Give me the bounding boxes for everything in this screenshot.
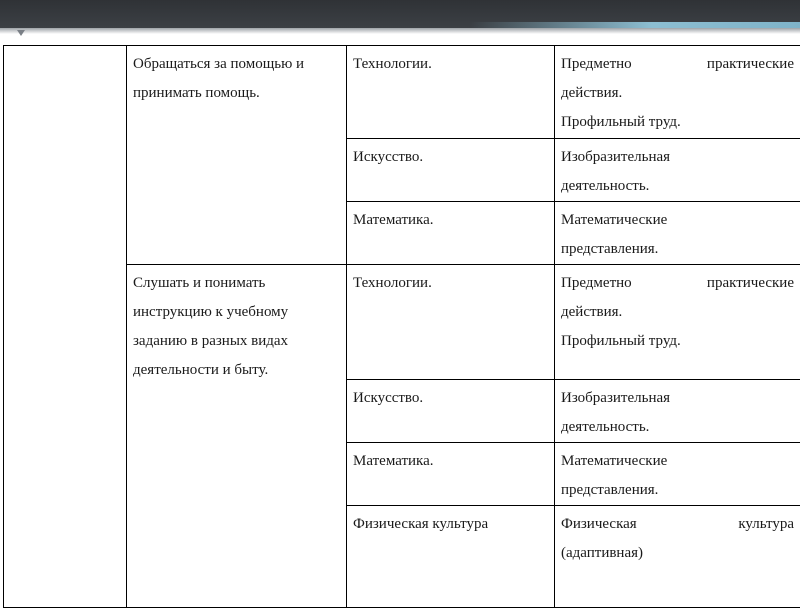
curriculum-table [3, 45, 800, 608]
subject-line: Математические [561, 206, 794, 235]
area-text: Физическая культура [353, 516, 488, 532]
area-cell [347, 202, 555, 265]
subject-word: практические [707, 269, 794, 298]
subject-line: деятельность. [561, 172, 794, 201]
skill-cell [127, 46, 347, 265]
header-shadow [0, 28, 800, 34]
area-text: Технологии. [353, 56, 432, 72]
area-text: Математика. [353, 453, 434, 469]
subject-line [561, 269, 794, 298]
subject-line: Изобразительная [561, 384, 794, 413]
skill-text: Обращаться за помощью и принимать помощь. [133, 56, 304, 101]
area-cell [347, 380, 555, 443]
subject-word: Физическая [561, 510, 637, 539]
subject-cell [555, 443, 800, 506]
area-cell [347, 506, 555, 608]
area-text: Искусство. [353, 390, 423, 406]
subject-line: действия. [561, 298, 794, 327]
subject-line: представления. [561, 235, 794, 264]
subject-line: Изобразительная [561, 143, 794, 172]
area-cell [347, 443, 555, 506]
area-text: Искусство. [353, 149, 423, 165]
subject-line: Математические [561, 447, 794, 476]
slide-header-bar [0, 0, 800, 28]
area-cell [347, 46, 555, 139]
area-cell [347, 139, 555, 202]
subject-line: деятельность. [561, 413, 794, 442]
subject-word: культура [738, 510, 794, 539]
subject-line: Профильный труд. [561, 327, 794, 356]
subject-cell [555, 139, 800, 202]
section-column-cell [4, 46, 127, 608]
area-cell [347, 265, 555, 380]
skill-text: Слушать и понимать инструкцию к учебному заданию в разных видах деятельности и быту. [133, 275, 288, 378]
table-row [4, 46, 800, 139]
area-text: Математика. [353, 212, 434, 228]
subject-word: Предметно [561, 269, 632, 298]
subject-cell [555, 46, 800, 139]
subject-cell [555, 265, 800, 380]
subject-cell [555, 506, 800, 608]
subject-line [561, 50, 794, 79]
skill-cell [127, 265, 347, 608]
subject-line: представления. [561, 476, 794, 505]
subject-line: действия. [561, 79, 794, 108]
subject-line: (адаптивная) [561, 539, 794, 568]
subject-line: Профильный труд. [561, 108, 794, 137]
slide-marker-icon [17, 30, 25, 36]
subject-cell [555, 380, 800, 443]
subject-word: практические [707, 50, 794, 79]
area-text: Технологии. [353, 275, 432, 291]
subject-cell [555, 202, 800, 265]
subject-line [561, 510, 794, 539]
subject-word: Предметно [561, 50, 632, 79]
